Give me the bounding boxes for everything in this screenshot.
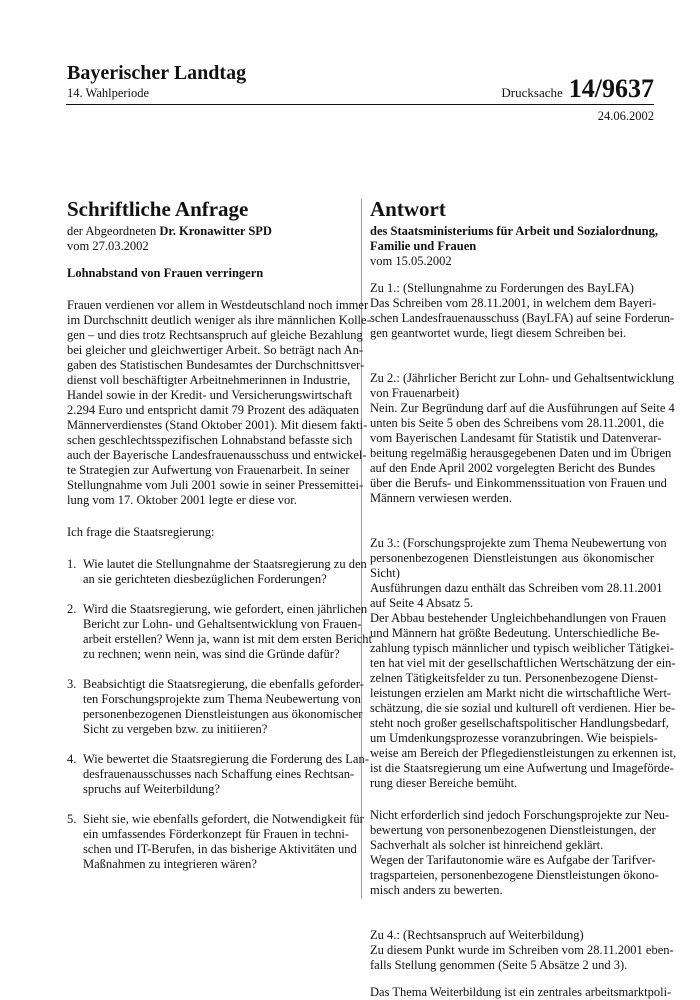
question-list	[67, 557, 372, 872]
text-line: Zu diesem Punkt wurde im Schreiben vom 28.11.2001 eben-	[370, 943, 674, 957]
text-line: des Staatsministeriums für Arbeit und Sozialordnung,	[370, 224, 659, 238]
text-line: Männerverdienstes (Stand Oktober 2001). Mit diesem fakti-	[67, 418, 368, 432]
question-line: Sieht sie, wie ebenfalls gefordert, die Notwendigkeit für	[83, 812, 364, 826]
text-line: weise am Bereich der Pflegedienstleistungen zu erkennen ist,	[370, 746, 677, 760]
question-line: Wie lautet die Stellungnahme der Staatsregierung zu den	[83, 557, 367, 571]
text-line: Das Thema Weiterbildung ist ein zentrales arbeitsmarktpoli-	[370, 985, 672, 999]
text-line: beitung regelmäßig herausgegebenen Daten und im Übrigen	[370, 446, 672, 460]
question-line: spruchs auf Weiterbildung?	[83, 782, 220, 796]
question-line: ein umfassendes Förderkonzept für Frauen in techni-	[83, 827, 349, 841]
text-line: im Durchschnitt deutlich weniger als ihre männlichen Kolle-	[67, 313, 371, 327]
question-number: 1.	[67, 557, 77, 571]
author-prefix: der Abgeordneten	[67, 224, 160, 238]
question-line: Wird die Staatsregierung, wie gefordert, einen jährlichen	[83, 602, 368, 616]
text-line: Ausführungen dazu enthält das Schreiben vom 28.11.2001	[370, 581, 663, 595]
text-line: schen geschlechtsspezifischen Lohnabstand befasste sich	[67, 433, 353, 447]
question-line: personenbezogenen Dienstleistungen aus ökonomischer	[83, 707, 363, 721]
text-line: zelnen Tätigkeitsfelder zu tun. Personenbezogene Dienst-	[370, 671, 658, 685]
question-line: Sicht zu vergeben bzw. zu initiieren?	[83, 722, 268, 736]
question-item	[67, 557, 367, 587]
text-line: schätzung, die sie sozial und kulturell oft verdienen. Hier be-	[370, 701, 676, 715]
inquiry-subject: Lohnabstand von Frauen verringern	[67, 266, 264, 280]
answer-date: vom 15.05.2002	[370, 254, 452, 268]
question-item	[67, 752, 369, 797]
text-line: bei gleicher und gleichwertiger Arbeit. So beträgt nach An-	[67, 343, 364, 357]
question-item	[67, 602, 372, 662]
text-line: Handel sowie in der Kredit- und Versicherungswirtschaft	[67, 388, 353, 402]
text-line: personenbezogenen Dienstleistungen aus ökonomischer	[370, 551, 654, 565]
question-number: 2.	[67, 602, 77, 616]
inquiry-ask: Ich frage die Staatsregierung:	[67, 525, 215, 539]
drucksache	[501, 74, 654, 104]
text-line: auf Seite 4 Absatz 5.	[370, 596, 474, 610]
question-number: 4.	[67, 752, 77, 766]
answer-4-continued	[370, 985, 672, 1000]
drucksache-label: Drucksache	[501, 85, 563, 100]
text-line: tragsparteien, personenbezogene Dienstleistungen ökono-	[370, 868, 659, 882]
answer-3	[370, 536, 677, 791]
text-line: gen geantwortet wurde, liegt diesem Schreiben bei.	[370, 326, 627, 340]
question-number: 5.	[67, 812, 77, 826]
text-line: ten hat viel mit der gesellschaftlichen Wertschätzung der ein-	[370, 656, 676, 670]
text-line: Männern verwiesen werden.	[370, 491, 512, 505]
text-line: Familie und Frauen	[370, 239, 477, 253]
inquiry-intro	[67, 298, 371, 508]
text-line: Zu 1.: (Stellungnahme zu Forderungen des BayLFA)	[370, 281, 634, 295]
text-line: dienst voll beschäftigter Arbeitnehmerinnen in Industrie,	[67, 373, 351, 387]
text-line: zahlung typisch männlicher und typisch weiblicher Tätigkei-	[370, 641, 674, 655]
answer-3-continued	[370, 808, 670, 898]
question-number: 3.	[67, 677, 77, 691]
text-line: Das Schreiben vom 28.11.2001, in welchem dem Bayeri-	[370, 296, 657, 310]
text-line: misch anders zu bewerten.	[370, 883, 503, 897]
question-line: Beabsichtigt die Staatsregierung, die ebenfalls geforder-	[83, 677, 364, 691]
text-line: vom Bayerischen Landesamt für Statistik und Datenverar-	[370, 431, 662, 445]
question-item	[67, 677, 364, 737]
question-line: desfrauenausschusses nach Schaffung eines Rechtsan-	[83, 767, 355, 781]
text-line: te Strategien zur Aufwertung von Frauenarbeit. In seiner	[67, 463, 350, 477]
answer-column	[370, 197, 677, 1000]
answer-ministry	[370, 224, 659, 254]
question-line: Maßnahmen zu integrieren wären?	[83, 857, 257, 871]
text-line: gaben des Statistischen Bundesamtes der Durchschnittsver-	[67, 358, 365, 372]
inquiry-column	[67, 197, 372, 887]
text-line: Frauen verdienen vor allem in Westdeutschland noch immer	[67, 298, 369, 312]
text-line: Sicht)	[370, 566, 400, 580]
inquiry-title: Schriftliche Anfrage	[67, 197, 249, 221]
text-line: Nicht erforderlich sind jedoch Forschungsprojekte zur Neu-	[370, 808, 670, 822]
question-line: Bericht zur Lohn- und Gehaltsentwicklung von Frauen-	[83, 617, 362, 631]
text-line: um Umdenkungsprozesse voranzubringen. Wie beispiels-	[370, 731, 658, 745]
text-line: Der Abbau bestehender Ungleichbehandlungen von Frauen	[370, 611, 667, 625]
question-line: an sie gerichteten diesbezüglichen Forderungen?	[83, 572, 327, 586]
text-line: steht noch großer gesellschaftspolitischer Handlungsbedarf,	[370, 716, 669, 730]
text-line: Sachverhalt als solcher ist hinreichend geklärt.	[370, 838, 604, 852]
answer-4	[370, 928, 674, 973]
text-line: Wegen der Tarifautonomie wäre es Aufgabe der Tarifver-	[370, 853, 656, 867]
question-line: arbeit erstellen? Wenn ja, wann ist mit dem ersten Bericht	[83, 632, 372, 646]
text-line: lung vom 17. Oktober 2001 legte er diese vor.	[67, 493, 297, 507]
text-line: auch der Bayerische Landesfrauenausschuss und entwickel-	[67, 448, 367, 462]
text-line: 2.294 Euro und entspricht damit 79 Prozent des adäquaten	[67, 403, 359, 417]
text-line: Stellungnahme vom Juli 2001 sowie in seiner Pressemittei-	[67, 478, 364, 492]
text-line: leistungen erzielen am Markt nicht die wirtschaftliche Wert-	[370, 686, 672, 700]
text-line: ist die Staatsregierung um eine Aufwertung und Imageförde-	[370, 761, 674, 775]
question-line: ten Forschungsprojekte zum Thema Neubewertung von	[83, 692, 361, 706]
text-line: und Männern hat größte Bedeutung. Unterschiedliche Be-	[370, 626, 660, 640]
question-line: schen und IT-Berufen, in das bisherige Aktivitäten und	[83, 842, 357, 856]
drucksache-number: 14/9637	[568, 74, 654, 103]
answer-1	[370, 281, 675, 341]
text-line: Nein. Zur Begründung darf auf die Ausführungen auf Seite 4	[370, 401, 675, 415]
text-line: über die Berufs- und Einkommenssituation von Frauen und	[370, 476, 667, 490]
text-line: Zu 4.: (Rechtsanspruch auf Weiterbildung)	[370, 928, 584, 942]
answer-2	[370, 371, 675, 506]
answer-title: Antwort	[370, 197, 446, 221]
question-item	[67, 812, 364, 872]
text-line: Zu 2.: (Jährlicher Bericht zur Lohn- und Gehaltsentwicklung	[370, 371, 675, 385]
question-line: zu rechnen; wenn nein, was sind die Gründe dafür?	[83, 647, 340, 661]
legislative-period: 14. Wahlperiode	[67, 86, 150, 100]
text-line: falls Stellung genommen (Seite 5 Absätze 2 und 3).	[370, 958, 628, 972]
text-line: schen Landesfrauenausschuss (BayLFA) auf seine Forderun-	[370, 311, 675, 325]
text-line: rung dieser Bereiche bemüht.	[370, 776, 518, 790]
author-name: Dr. Kronawitter SPD	[159, 224, 272, 238]
text-line: unten bis Seite 5 oben des Schreibens vom 28.11.2001, die	[370, 416, 664, 430]
inquiry-date: vom 27.03.2002	[67, 239, 149, 253]
organization-name: Bayerischer Landtag	[67, 62, 247, 84]
inquiry-author	[67, 224, 349, 239]
question-line: Wie bewertet die Staatsregierung die Forderung des Lan-	[83, 752, 369, 766]
text-line: gen – und dies trotz Rechtsanspruch auf gleiche Bezahlung	[67, 328, 363, 342]
header-rule	[66, 104, 654, 105]
document-date: 24.06.2002	[597, 109, 654, 123]
text-line: bewertung von personenbezogenen Dienstleistungen, der	[370, 823, 656, 837]
text-line: von Frauenarbeit)	[370, 386, 460, 400]
text-line: auf den Ende April 2002 vorgelegten Bericht des Bundes	[370, 461, 656, 475]
text-line: Zu 3.: (Forschungsprojekte zum Thema Neubewertung von	[370, 536, 667, 550]
